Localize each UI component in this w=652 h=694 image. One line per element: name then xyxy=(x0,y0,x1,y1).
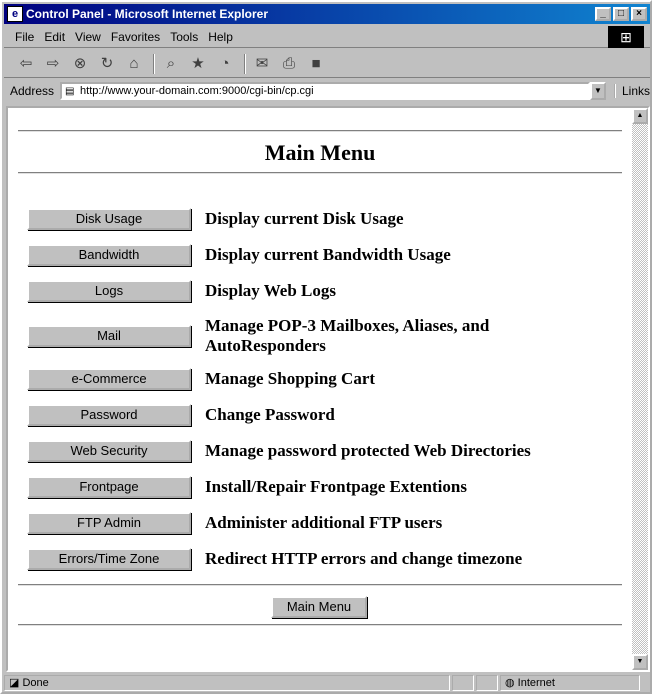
logs-button[interactable]: Logs xyxy=(27,280,191,302)
favorites-icon[interactable]: ★ xyxy=(191,54,205,72)
page-icon: ▤ xyxy=(65,86,75,97)
window-title: Control Panel - Microsoft Internet Explorer xyxy=(26,7,269,21)
menu-description: Display Web Logs xyxy=(205,281,337,300)
menu-row xyxy=(27,512,627,534)
menu-row xyxy=(27,280,627,302)
page xyxy=(8,108,632,670)
bandwidth-button[interactable]: Bandwidth xyxy=(27,244,191,266)
forward-icon[interactable]: ⇨ xyxy=(46,54,60,72)
menu-description: Redirect HTTP errors and change timezone xyxy=(205,549,523,568)
menu-row xyxy=(27,404,627,426)
divider xyxy=(18,584,622,586)
menu-bar xyxy=(4,26,650,48)
page-content xyxy=(6,106,650,672)
windows-logo-icon: ⊞ xyxy=(608,26,644,48)
toolbar xyxy=(4,50,650,78)
vertical-scrollbar[interactable] xyxy=(632,108,648,670)
divider xyxy=(18,130,622,132)
menu-row xyxy=(27,476,627,498)
menu-description: Change Password xyxy=(205,405,335,424)
minimize-button[interactable]: _ xyxy=(595,7,611,21)
scroll-down-icon[interactable]: ▼ xyxy=(632,654,648,670)
globe-icon: ◍ xyxy=(505,677,518,689)
title-bar[interactable] xyxy=(4,4,650,24)
menu-edit[interactable]: Edit xyxy=(44,29,66,44)
errors-timezone-button[interactable]: Errors/Time Zone xyxy=(27,548,191,570)
divider xyxy=(18,172,622,174)
status-panel xyxy=(452,675,474,691)
status-bar xyxy=(4,674,650,692)
mail-icon[interactable]: ✉ xyxy=(255,54,269,72)
menu-description: Manage Shopping Cart xyxy=(205,369,376,388)
refresh-icon[interactable]: ↻ xyxy=(100,54,114,72)
search-icon[interactable]: ⌕ xyxy=(166,54,176,72)
menu-row xyxy=(27,440,627,462)
ie-page-icon: e xyxy=(7,6,23,22)
main-menu-button[interactable]: Main Menu xyxy=(271,596,367,618)
address-url: http://www.your-domain.com:9000/cgi-bin/cp.cgi xyxy=(80,85,314,97)
status-text: ◪ Done xyxy=(4,675,450,691)
stop-icon[interactable]: ⊗ xyxy=(73,54,87,72)
edit-icon[interactable]: ■ xyxy=(311,54,321,72)
address-dropdown-icon[interactable]: ▼ xyxy=(590,82,606,100)
maximize-button[interactable]: □ xyxy=(613,7,629,21)
divider xyxy=(18,624,622,626)
print-icon[interactable]: ⎙ xyxy=(282,54,295,72)
menu-tools[interactable]: Tools xyxy=(170,29,199,44)
history-icon[interactable]: ◔ xyxy=(220,54,230,72)
toolbar-separator xyxy=(153,54,155,74)
toolbar-separator xyxy=(244,54,246,74)
menu-row xyxy=(27,368,627,390)
disk-usage-button[interactable]: Disk Usage xyxy=(27,208,191,230)
menu-file[interactable]: File xyxy=(15,29,35,44)
mail-button[interactable]: Mail xyxy=(27,325,191,347)
back-icon[interactable]: ⇦ xyxy=(19,54,33,72)
menu-description: Manage POP-3 Mailboxes, Aliases, and AutoResponders xyxy=(205,316,490,355)
menu-view[interactable]: View xyxy=(75,29,101,44)
menu-description: Display current Disk Usage xyxy=(205,209,404,228)
menu-row xyxy=(27,244,627,266)
menu-favorites[interactable]: Favorites xyxy=(110,29,161,44)
address-input[interactable] xyxy=(60,82,590,100)
ecommerce-button[interactable]: e-Commerce xyxy=(27,368,191,390)
menu-description: Administer additional FTP users xyxy=(205,513,443,532)
close-button[interactable]: × xyxy=(631,7,647,21)
address-label: Address xyxy=(10,84,55,98)
menu-row xyxy=(27,316,627,356)
frontpage-button[interactable]: Frontpage xyxy=(27,476,191,498)
menu-row xyxy=(27,208,627,230)
menu-help[interactable]: Help xyxy=(208,29,233,44)
links-button[interactable]: Links xyxy=(614,84,650,98)
ftp-admin-button[interactable]: FTP Admin xyxy=(27,512,191,534)
home-icon[interactable]: ⌂ xyxy=(129,54,139,72)
scroll-up-icon[interactable]: ▲ xyxy=(632,108,648,124)
page-done-icon: ◪ xyxy=(9,677,23,689)
menu-description: Display current Bandwidth Usage xyxy=(205,245,451,264)
address-bar xyxy=(4,80,650,102)
menu-row xyxy=(27,548,627,570)
status-panel xyxy=(476,675,498,691)
web-security-button[interactable]: Web Security xyxy=(27,440,191,462)
zone-indicator: ◍ Internet xyxy=(500,675,640,691)
menu-description: Install/Repair Frontpage Extentions xyxy=(205,477,467,496)
menu-description: Manage password protected Web Directories xyxy=(205,441,531,460)
page-title: Main Menu xyxy=(264,140,376,165)
password-button[interactable]: Password xyxy=(27,404,191,426)
